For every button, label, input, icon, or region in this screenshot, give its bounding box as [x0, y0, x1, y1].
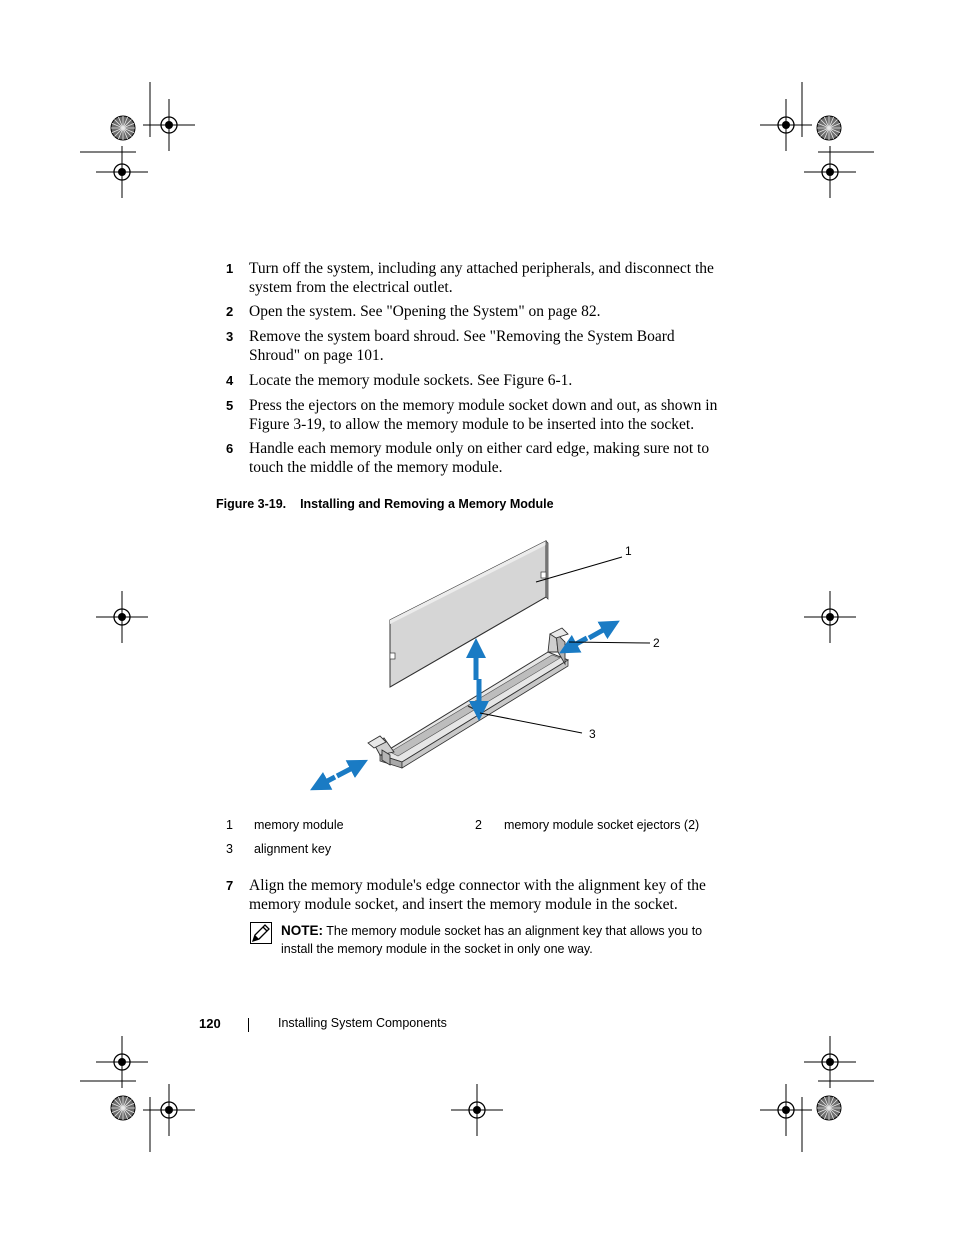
figure-caption [216, 497, 554, 511]
step-number: 6 [226, 441, 234, 456]
legend-number: 1 [226, 818, 233, 832]
step-text: Align the memory module's edge connector with the alignment key of the memory module socket, and insert the memory module in the socket. [249, 877, 706, 913]
step-text: Press the ejectors on the memory module socket down and out, as shown in Figure 3-19, to allow the memory module to be inserted into the socket. [249, 397, 718, 433]
step-text: Turn off the system, including any attached peripherals, and disconnect the system from the electrical outlet. [249, 260, 714, 296]
legend-label: memory module [254, 818, 344, 832]
legend-number: 3 [226, 842, 233, 856]
footer-section-title: Installing System Components [278, 1016, 447, 1030]
step-number: 7 [226, 878, 234, 893]
pencil-note-icon [250, 922, 272, 944]
note-label: NOTE: [281, 923, 323, 938]
footer-divider [248, 1018, 249, 1032]
step-text: Locate the memory module sockets. See Figure 6-1. [249, 372, 573, 389]
step-number: 5 [226, 398, 234, 413]
note-block [281, 922, 721, 958]
callout-label: 1 [625, 544, 632, 558]
callout-label: 3 [589, 727, 596, 741]
legend-label: memory module socket ejectors (2) [504, 818, 700, 832]
legend-label: alignment key [254, 842, 332, 856]
step-number: 2 [226, 304, 234, 319]
page-number: 120 [199, 1016, 221, 1031]
memory-module-illustration [290, 530, 670, 800]
step-number: 3 [226, 329, 234, 344]
step-number: 4 [226, 373, 234, 388]
figure-caption-title: Installing and Removing a Memory Module [300, 497, 554, 511]
step-text: Open the system. See "Opening the System" on page 82. [249, 303, 601, 320]
legend-number: 2 [475, 818, 482, 832]
callout-label: 2 [653, 636, 660, 650]
step-number: 1 [226, 261, 234, 276]
step-text: Remove the system board shroud. See "Removing the System Board Shroud" on page 101. [249, 328, 675, 364]
note-text: The memory module socket has an alignment key that allows you to install the memory module in the socket in only one way. [281, 924, 703, 956]
figure-caption-label: Figure 3-19. [216, 497, 287, 511]
step-text: Handle each memory module only on either card edge, making sure not to touch the middle of the memory module. [249, 440, 710, 476]
memory-module-board [390, 541, 548, 687]
